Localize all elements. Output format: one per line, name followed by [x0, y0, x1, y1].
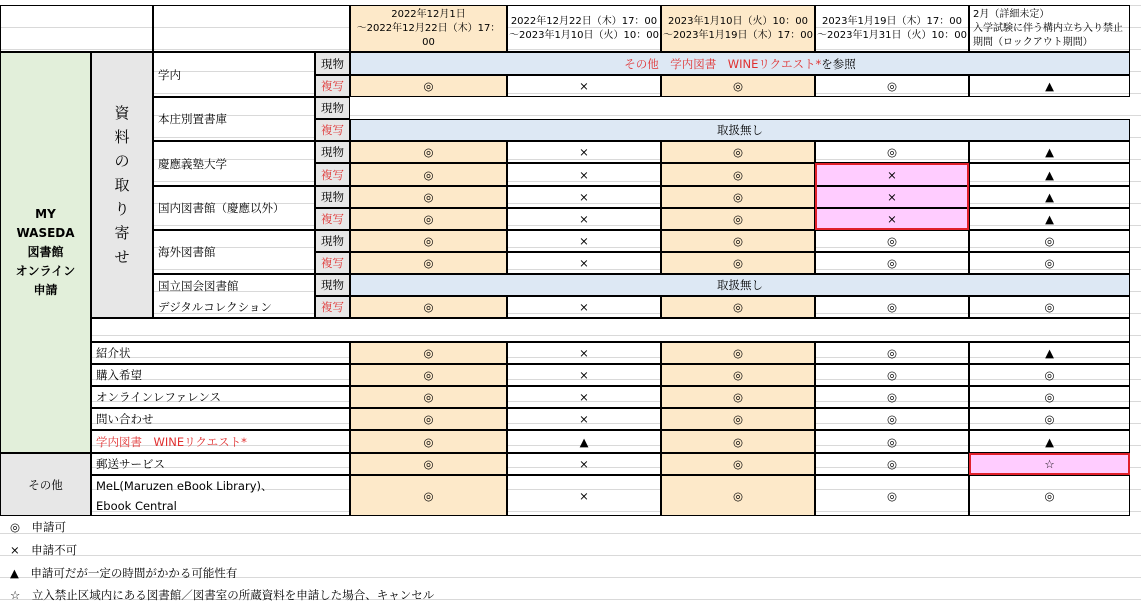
- period-header: 2023年1月10日（火）10：00 〜2023年1月19日（木）17：00: [661, 5, 815, 52]
- status-mark: ◎: [969, 252, 1130, 274]
- status-mark: ◎: [661, 475, 815, 516]
- status-mark: ◎: [350, 342, 507, 364]
- status-mark: ◎: [815, 296, 969, 318]
- banner-row: 取扱無し: [350, 274, 1130, 296]
- status-mark: ◎: [815, 75, 969, 97]
- material-kind: 現物: [315, 186, 350, 208]
- status-mark: ×: [507, 141, 661, 163]
- status-mark: ◎: [661, 252, 815, 274]
- status-mark: ◎: [815, 386, 969, 408]
- sheet-gridline: [0, 555, 1141, 556]
- status-mark: ×: [507, 163, 661, 186]
- library-name: 国内図書館（慶應以外）: [153, 186, 315, 230]
- service-name: オンラインレファレンス: [91, 386, 350, 408]
- status-mark: ▲: [507, 430, 661, 453]
- status-mark: ◎: [815, 252, 969, 274]
- status-mark: ◎: [661, 342, 815, 364]
- library-name: 海外図書館: [153, 230, 315, 274]
- status-mark: ◎: [350, 408, 507, 430]
- status-mark: ◎: [661, 296, 815, 318]
- status-mark: ×: [815, 186, 969, 208]
- status-mark: ◎: [661, 386, 815, 408]
- status-mark: ◎: [350, 475, 507, 516]
- status-mark: ◎: [815, 230, 969, 252]
- status-mark: ☆: [969, 453, 1130, 475]
- status-mark: ◎: [661, 408, 815, 430]
- status-mark: ×: [507, 386, 661, 408]
- status-mark: ×: [507, 475, 661, 516]
- status-mark: ◎: [661, 208, 815, 230]
- status-mark: ▲: [969, 208, 1130, 230]
- material-kind: 複写: [315, 296, 350, 318]
- status-mark: ◎: [661, 453, 815, 475]
- status-mark: ◎: [350, 208, 507, 230]
- status-mark: ◎: [969, 364, 1130, 386]
- status-mark: ◎: [969, 296, 1130, 318]
- status-mark: ×: [507, 453, 661, 475]
- status-mark: ×: [507, 408, 661, 430]
- status-mark: ×: [507, 252, 661, 274]
- service-name: 紹介状: [91, 342, 350, 364]
- status-mark: ×: [507, 342, 661, 364]
- status-mark: ×: [507, 364, 661, 386]
- spacer-row: [91, 318, 1130, 342]
- material-kind: 複写: [315, 75, 350, 97]
- banner-row: その他 学内図書 WINEリクエスト* を参照: [350, 52, 1130, 75]
- material-kind: 現物: [315, 274, 350, 296]
- material-kind: 複写: [315, 119, 350, 141]
- status-mark: ◎: [350, 252, 507, 274]
- status-mark: ◎: [661, 230, 815, 252]
- status-mark: ◎: [969, 386, 1130, 408]
- status-mark: ◎: [350, 430, 507, 453]
- period-header: 2023年1月19日（木）17：00 〜2023年1月31日（火）10：00: [815, 5, 969, 52]
- status-mark: ▲: [969, 342, 1130, 364]
- material-kind: 現物: [315, 230, 350, 252]
- period-header: 2022年12月22日（木）17：00 〜2023年1月10日（火）10：00: [507, 5, 661, 52]
- period-header: 2022年12月1日 〜2022年12月22日（木）17：00: [350, 5, 507, 52]
- status-mark: ◎: [969, 475, 1130, 516]
- legend-item: ☆ 立入禁止区域内にある図書館／図書室の所蔵資料を申請した場合、キャンセル: [10, 588, 435, 602]
- material-kind: 現物: [315, 52, 350, 75]
- status-mark: ◎: [815, 342, 969, 364]
- material-kind: 現物: [315, 141, 350, 163]
- status-mark: ×: [815, 163, 969, 186]
- status-mark: ◎: [350, 186, 507, 208]
- status-mark: ▲: [969, 141, 1130, 163]
- status-mark: ◎: [815, 475, 969, 516]
- status-mark: ×: [507, 296, 661, 318]
- status-mark: ◎: [661, 163, 815, 186]
- status-mark: ◎: [815, 141, 969, 163]
- status-mark: ◎: [350, 386, 507, 408]
- status-mark: ▲: [969, 430, 1130, 453]
- legend-item: ▲ 申請可だが一定の時間がかかる可能性有: [10, 566, 238, 580]
- status-mark: ◎: [350, 230, 507, 252]
- library-name: 本庄別置書庫: [153, 97, 315, 141]
- status-mark: ◎: [661, 186, 815, 208]
- status-mark: ◎: [815, 453, 969, 475]
- status-mark: ◎: [815, 430, 969, 453]
- service-name: 問い合わせ: [91, 408, 350, 430]
- status-mark: ◎: [661, 141, 815, 163]
- legend-item: ◎ 申請可: [10, 520, 67, 534]
- banner-row: 取扱無し: [350, 119, 1130, 141]
- status-mark: ◎: [969, 230, 1130, 252]
- library-name: 慶應義塾大学: [153, 141, 315, 186]
- status-mark: ◎: [350, 141, 507, 163]
- material-kind: 現物: [315, 97, 350, 119]
- material-kind: 複写: [315, 163, 350, 186]
- library-name: 学内: [153, 52, 315, 97]
- group-label: その他: [0, 453, 91, 516]
- status-mark: ◎: [969, 408, 1130, 430]
- library-name: デジタルコレクション: [153, 296, 315, 318]
- status-mark: ◎: [350, 364, 507, 386]
- status-mark: ◎: [350, 296, 507, 318]
- status-mark: ◎: [661, 75, 815, 97]
- status-mark: ×: [507, 230, 661, 252]
- material-kind: 複写: [315, 208, 350, 230]
- status-mark: ◎: [815, 408, 969, 430]
- status-mark: ×: [507, 186, 661, 208]
- service-name: MeL(Maruzen eBook Library)、 Ebook Central: [91, 475, 350, 516]
- service-name: 購入希望: [91, 364, 350, 386]
- service-name: 学内図書 WINEリクエスト*: [91, 430, 350, 453]
- status-mark: ▲: [969, 163, 1130, 186]
- group-label: 資 料 の 取 り 寄 せ: [91, 52, 153, 318]
- status-mark: ◎: [350, 163, 507, 186]
- status-mark: ×: [507, 208, 661, 230]
- material-kind: 複写: [315, 252, 350, 274]
- group-label: MY WASEDA 図書館 オンライン 申請: [0, 52, 91, 453]
- status-mark: ▲: [969, 75, 1130, 97]
- status-mark: ▲: [969, 186, 1130, 208]
- status-mark: ×: [815, 208, 969, 230]
- period-header: 2月（詳細未定） 入学試験に伴う構内立ち入り禁止 期間（ロックアウト期間）: [969, 5, 1130, 52]
- status-mark: ◎: [350, 453, 507, 475]
- status-mark: ◎: [815, 364, 969, 386]
- status-mark: ◎: [350, 75, 507, 97]
- header-corner: [153, 5, 350, 52]
- legend-item: × 申請不可: [10, 543, 78, 557]
- status-mark: ◎: [661, 430, 815, 453]
- header-corner: [0, 5, 153, 52]
- sheet-gridline: [0, 533, 1141, 534]
- status-mark: ×: [507, 75, 661, 97]
- status-mark: ◎: [661, 364, 815, 386]
- service-name: 郵送サービス: [91, 453, 350, 475]
- library-name: 国立国会図書館: [153, 274, 315, 296]
